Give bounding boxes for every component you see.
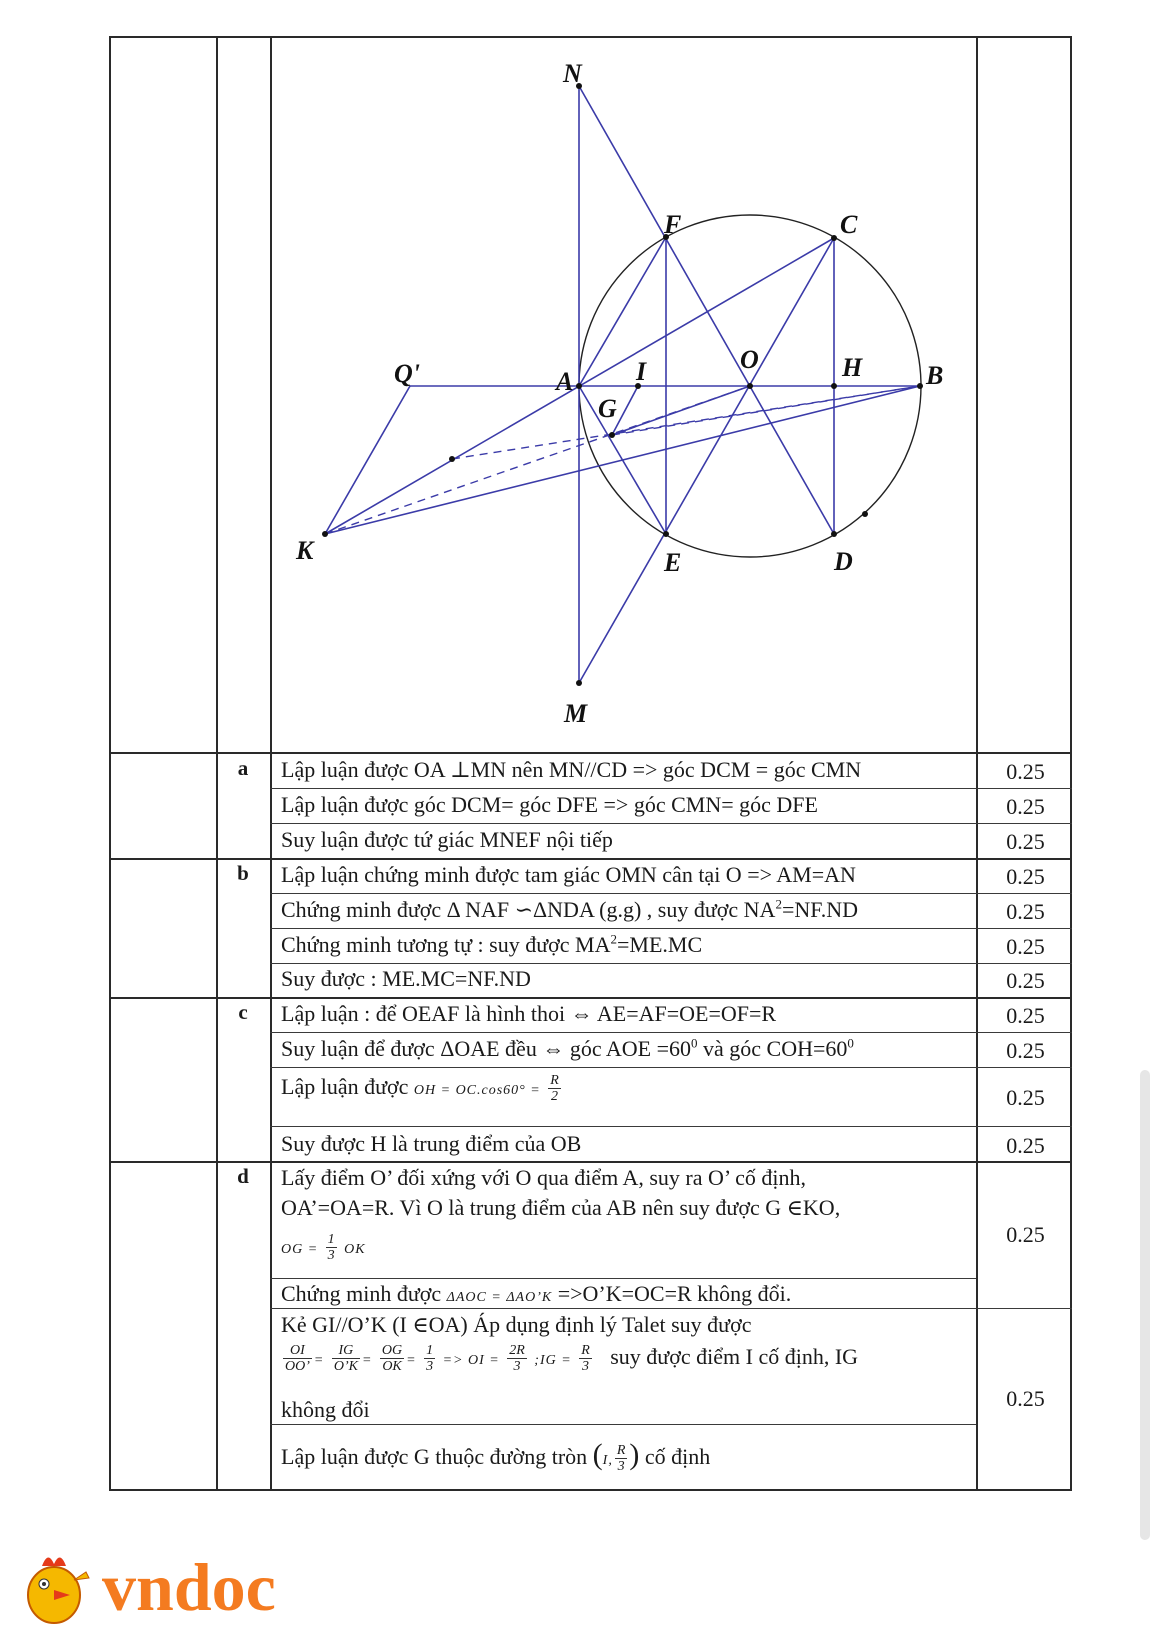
score-a1: 0.25 xyxy=(1006,759,1045,784)
score-b1: 0.25 xyxy=(1006,864,1045,889)
score-a2: 0.25 xyxy=(1006,794,1045,819)
b-line-1: Lập luận chứng minh được tam giác OMN cân tại O => AM=AN xyxy=(281,862,856,887)
part-label-b: b xyxy=(237,861,249,885)
b-line-3: Chứng minh tương tự : suy được $MA^2=ME.MC$ xyxy=(281,931,703,957)
score-b3: 0.25 xyxy=(1006,934,1045,959)
c-line-1: Lập luận : để OEAF là hình thoi ⇔ AE=AF=OE=OF=R xyxy=(281,1001,777,1026)
label-D: D xyxy=(834,547,853,576)
b-line-4: Suy được : ME.MC=NF.ND xyxy=(281,966,531,991)
row-sep-cd xyxy=(109,1161,1072,1163)
label-K: K xyxy=(296,536,314,565)
label-E: E xyxy=(664,548,682,577)
d-line-3: OG = $\frac{1}{3}$ OK xyxy=(281,1232,366,1264)
label-N: N xyxy=(563,59,582,88)
c-line-2: Suy luận để được ΔOAE đều ⇔ góc AOE $=60^0$ và góc $COH=60^0$ xyxy=(281,1035,854,1061)
label-F: F xyxy=(664,210,682,239)
sep xyxy=(270,1126,1072,1127)
a-line-1: Lập luận được OA ⊥MN nên MN//CD => góc DCM = góc CMN xyxy=(281,757,862,782)
score-c4: 0.25 xyxy=(1006,1133,1045,1158)
sep xyxy=(270,788,1072,789)
part-label-c: c xyxy=(238,1000,248,1024)
score-d1: 0.25 xyxy=(1006,1222,1045,1247)
label-G: G xyxy=(598,394,617,423)
label-B: B xyxy=(926,361,944,390)
score-c3: 0.25 xyxy=(1006,1085,1045,1110)
d-line-7: không đổi xyxy=(281,1397,370,1422)
label-O: O xyxy=(740,345,759,374)
score-d2: 0.25 xyxy=(1006,1386,1045,1411)
d-line-8: Lập luận được G thuộc đường tròn (I, $\frac{R}{3}$ ) cố định xyxy=(281,1438,711,1475)
d-line-4: Chứng minh được ΔAOC = ΔAO’K =>O’K=OC=R không đổi. xyxy=(281,1281,792,1306)
d-line-2: OA’=OA=R. Vì O là trung điểm của AB nên suy được G ∈KO, xyxy=(281,1195,841,1220)
label-A: A xyxy=(556,367,574,396)
d-line-5: Kẻ GI//O’K (I ∈OA) Áp dụng định lý Talet suy được xyxy=(281,1312,752,1337)
score-b4: 0.25 xyxy=(1006,968,1045,993)
label-I: I xyxy=(636,357,647,386)
geometry-figure xyxy=(0,0,1161,760)
sep xyxy=(270,893,1072,894)
part-label-d: d xyxy=(237,1164,249,1188)
sep xyxy=(270,1067,1072,1068)
b-line-2: Chứng minh được Δ NAF ∽ΔNDA (g.g) , suy được $NA^2=NF.ND$ xyxy=(281,896,858,922)
c-line-4: Suy được H là trung điểm của OB xyxy=(281,1131,582,1156)
chicken-mascot-icon xyxy=(14,1540,344,1630)
sep xyxy=(270,963,1072,964)
label-Q-prime: Q' xyxy=(394,359,420,388)
sep xyxy=(270,823,1072,824)
logo-text: vndoc xyxy=(102,1549,276,1625)
label-C: C xyxy=(840,210,858,239)
row-sep-ab xyxy=(109,858,1072,860)
row-sep-bc xyxy=(109,997,1072,999)
sep xyxy=(270,1278,976,1279)
sep xyxy=(270,1032,1072,1033)
vertical-scrollbar[interactable] xyxy=(1140,1070,1150,1540)
vndoc-logo[interactable] xyxy=(14,1540,344,1630)
score-b2: 0.25 xyxy=(1006,899,1045,924)
score-c1: 0.25 xyxy=(1006,1003,1045,1028)
d-line-6: $\frac{OI}{OO’}$ = $\frac{IG}{O’K}$ = $\frac{OG}{OK}$ = $\frac{1}{3}$ => OI = $\frac{2R}{3}$ ;IG = $\frac{R}{3}$ suy được điểm I cố định, IG xyxy=(285,1343,859,1375)
d-line-1: Lấy điểm O’ đối xứng với O qua điểm A, suy ra O’ cố định, xyxy=(281,1165,806,1190)
label-M: M xyxy=(564,699,588,728)
c-line-3: Lập luận được OH = OC.cos60° = $\frac{R}{2}$ xyxy=(281,1073,559,1105)
label-H: H xyxy=(842,353,863,382)
part-label-a: a xyxy=(237,756,249,780)
sep xyxy=(270,928,1072,929)
a-line-3: Suy luận được tứ giác MNEF nội tiếp xyxy=(281,827,613,852)
sep xyxy=(270,1424,976,1425)
score-a3: 0.25 xyxy=(1006,829,1045,854)
a-line-2: Lập luận được góc DCM= góc DFE => góc CMN= góc DFE xyxy=(281,792,818,817)
score-c2: 0.25 xyxy=(1006,1038,1045,1063)
